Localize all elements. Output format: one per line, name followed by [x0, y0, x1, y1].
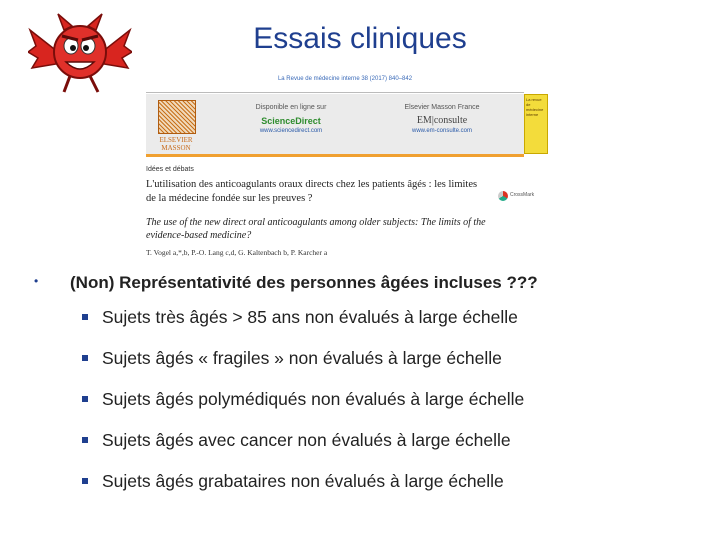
publisher-logo-text: ELSEVIER MASSON [159, 136, 193, 152]
bullet-dot-icon: • [34, 274, 39, 288]
sciencedirect-logo: ScienceDirect [261, 116, 321, 126]
sciencedirect-block [236, 104, 346, 134]
main-bullet-text: (Non) Représentativité des personnes âgées incluses ??? [70, 273, 538, 292]
square-bullet-icon [82, 478, 88, 484]
emconsulte-block [382, 104, 502, 134]
square-bullet-icon [82, 437, 88, 443]
journal-cover [524, 94, 548, 154]
article-authors: T. Vogel a,*,b, P.-O. Lang c,d, G. Kaltenbach b, P. Karcher a [146, 248, 328, 257]
sub-bullet-text: Sujets âgés avec cancer non évalués à large échelle [102, 430, 511, 450]
square-bullet-icon [82, 396, 88, 402]
emconsulte-logo: EM|consulte [416, 115, 468, 126]
sciencedirect-url: www.sciencedirect.com [259, 128, 323, 134]
article-doi-line: La Revue de médecine interne 38 (2017) 840–842 [277, 76, 413, 82]
article-section: Idées et débats [146, 166, 194, 173]
square-bullet-icon [82, 314, 88, 320]
sub-bullet-text: Sujets âgés « fragiles » non évalués à large échelle [102, 348, 502, 368]
emconsulte-caption: Elsevier Masson France [404, 104, 480, 111]
sub-bullet-text: Sujets très âgés > 85 ans non évalués à large échelle [102, 307, 518, 327]
sub-bullet-text: Sujets âgés grabataires non évalués à large échelle [102, 471, 504, 491]
article-excerpt [142, 74, 548, 264]
square-bullet-icon [82, 355, 88, 361]
elsevier-logo-icon [152, 98, 200, 154]
sub-bullet-text: Sujets âgés polymédiqués non évalués à large échelle [102, 389, 525, 409]
elsevier-tree-icon [158, 100, 196, 134]
article-title-en: The use of the new direct oral anticoagulants among older subjects: The limits of the evidence-based medicine? [146, 217, 486, 241]
crossmark-icon [498, 191, 508, 201]
sciencedirect-caption: Disponible en ligne sur [255, 104, 327, 111]
crossmark-label: CrossMark [510, 192, 535, 198]
slide-title: Essais cliniques [253, 22, 467, 55]
journal-cover-text: La revue de médecine interne [526, 97, 544, 117]
crossmark-badge [498, 190, 542, 202]
emconsulte-url: www.em-consulte.com [411, 128, 473, 134]
article-title-fr: L'utilisation des anticoagulants oraux directs chez les patients âgés : les limites de la médecine fondée sur les preuves ? [146, 179, 478, 204]
divider [146, 92, 524, 93]
journal-header [146, 94, 524, 157]
